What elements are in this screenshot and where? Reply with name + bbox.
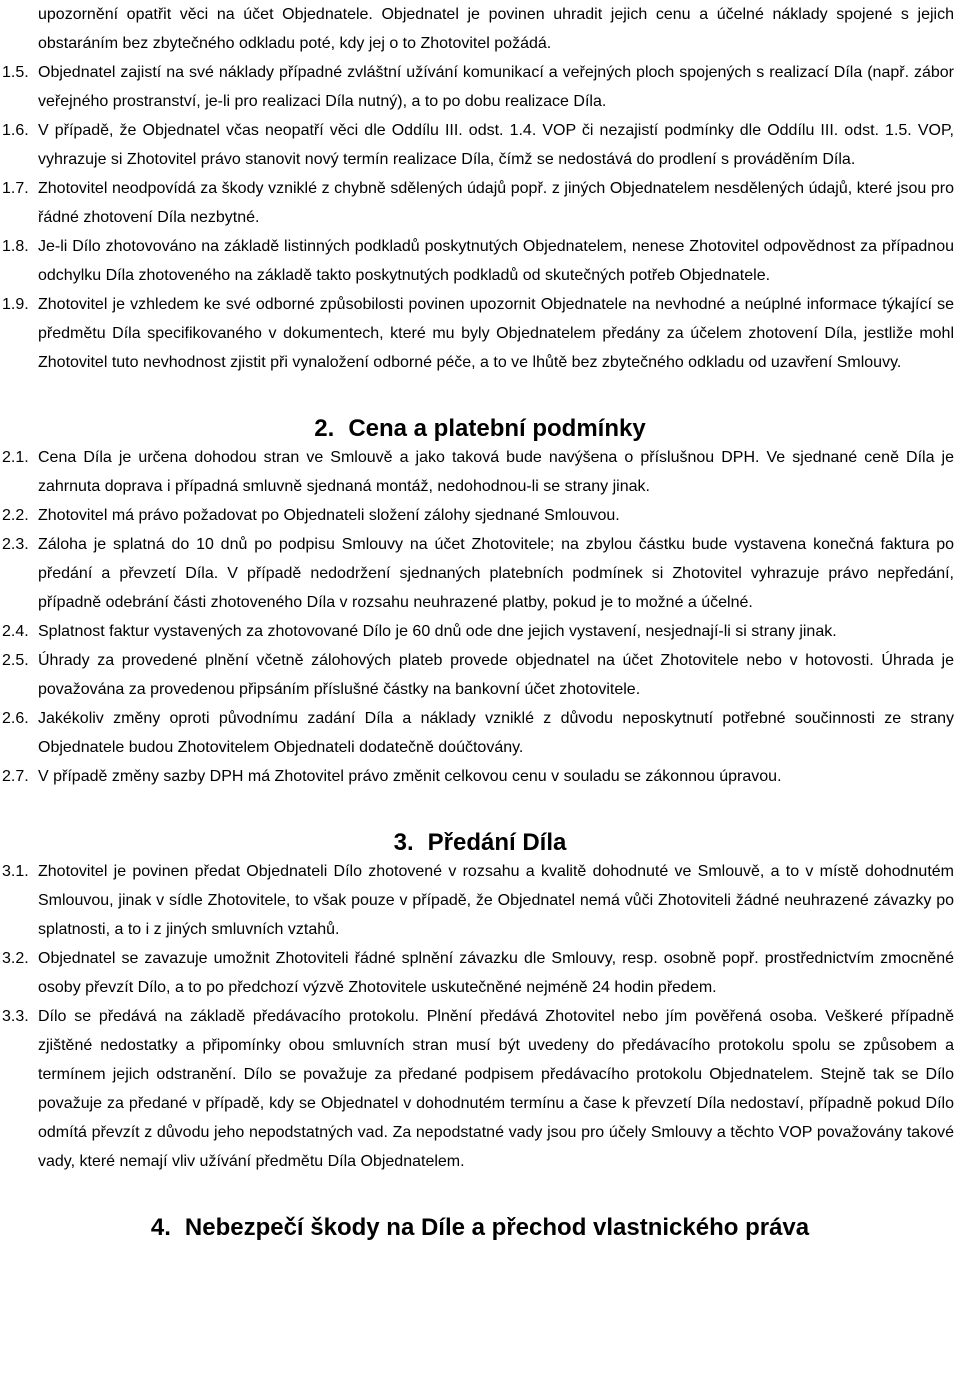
clause-2-6 <box>0 704 960 762</box>
clause-number: 3.3. <box>2 1008 29 1025</box>
clause-2-1 <box>0 443 960 501</box>
clause-1-5 <box>0 58 960 116</box>
clause-2-4 <box>0 617 960 646</box>
clause-1-9 <box>0 290 960 377</box>
clause-number: 2.7. <box>2 768 29 785</box>
clause-2-5 <box>0 646 960 704</box>
clause-text: Úhrady za provedené plnění včetně zálohových plateb provede objednatel na účet Zhotovitele nebo v hotovosti. Úhrada je považována za provedenou připsáním příslušné částky na bankovní účet zhotovitele. <box>38 652 954 698</box>
clause-3-3 <box>0 1002 960 1176</box>
section-3-heading <box>0 828 960 857</box>
clause-text: Dílo se předává na základě předávacího protokolu. Plnění předává Zhotovitel nebo jím pověřená osoba. Veškeré případně zjištěné nedostatky a připomínky obou smluvních stran musí být uvedeny do předávacího protokolu spolu se způsobem a termínem jejich odstranění. Dílo se považuje za předané podpisem předávacího protokolu Objednatelem. Stejně tak se Dílo považuje za předané v případě, kdy se Objednatel v dohodnutém termínu a čase k převzetí Díla nedostaví, případně pokud Dílo odmítá převzít z důvodu jeho nepodstatných vad. Za nepodstatné vady jsou pro účely Smlouvy a těchto VOP považovány takové vady, které nemají vliv užívání předmětu Díla Objednatelem. <box>38 1008 954 1170</box>
section-title: Cena a platební podmínky <box>348 415 646 442</box>
clause-number: 1.8. <box>2 238 29 255</box>
clause-number: 3.2. <box>2 950 29 967</box>
section-4-heading <box>0 1213 960 1242</box>
clause-text: Cena Díla je určena dohodou stran ve Smlouvě a jako taková bude navýšena o příslušnou DPH. Ve sjednané ceně Díla je zahrnuta doprava i případná smluvně sjednaná montáž, nedohodnou-li se strany jinak. <box>38 449 954 495</box>
intro-paragraph: upozornění opatřit věci na účet Objednatele. Objednatel je povinen uhradit jejich cenu a účelné náklady spojené s jejich obstaráním bez zbytečného odkladu poté, kdy jej o to Zhotovitel požádá. <box>38 6 954 52</box>
section-3-items <box>0 857 960 1176</box>
section-2-items <box>0 443 960 791</box>
clause-1-7 <box>0 174 960 232</box>
clause-number: 1.9. <box>2 296 29 313</box>
clause-number: 2.1. <box>2 449 29 466</box>
clause-1-8 <box>0 232 960 290</box>
clause-text: Jakékoliv změny oproti původnímu zadání Díla a náklady vzniklé z důvodu neposkytnutí potřebné součinnosti ze strany Objednatele budou Zhotovitelem Objednateli dodatečně doúčtovány. <box>38 710 954 756</box>
section-number: 4. <box>150 1214 171 1241</box>
clause-number: 3.1. <box>2 863 29 880</box>
clause-number: 2.3. <box>2 536 29 553</box>
section-2-heading <box>0 414 960 443</box>
clause-text: Zhotovitel má právo požadovat po Objednateli složení zálohy sjednané Smlouvou. <box>38 507 620 524</box>
clause-2-2 <box>0 501 960 530</box>
clause-text: Záloha je splatná do 10 dnů po podpisu Smlouvy na účet Zhotovitele; na zbylou částku bude vystavena konečná faktura po předání a převzetí Díla. V případě nedodržení sjednaných platebních podmínek si Zhotovitel vyhrazuje právo nepředání, případně odebrání části zhotoveného Díla v rozsahu neuhrazené platby, pokud je to možné a účelné. <box>38 536 954 611</box>
clause-3-1 <box>0 857 960 944</box>
clause-2-3 <box>0 530 960 617</box>
clause-text: V případě, že Objednatel včas neopatří věci dle Oddílu III. odst. 1.4. VOP či nezajistí podmínky dle Oddílu III. odst. 1.5. VOP, vyhrazuje si Zhotovitel právo stanovit nový termín realizace Díla, čímž se nedostává do prodlení s prováděním Díla. <box>38 122 954 168</box>
clause-text: Zhotovitel neodpovídá za škody vzniklé z chybně sdělených údajů popř. z jiných Objednatelem nesdělených údajů, které jsou pro řádné zhotovení Díla nezbytné. <box>38 180 954 226</box>
clause-text: Zhotovitel je vzhledem ke své odborné způsobilosti povinen upozornit Objednatele na nevhodné a neúplné informace týkající se předmětu Díla specifikovaného v dokumentech, které mu byly Objednatelem předány za účelem zhotovení Díla, jestliže mohl Zhotovitel tuto nevhodnost zjistit při vynaložení odborné péče, a to ve lhůtě bez zbytečného odkladu od uzavření Smlouvy. <box>38 296 954 371</box>
clause-number: 1.7. <box>2 180 29 197</box>
clause-text: Objednatel zajistí na své náklady případné zvláštní užívání komunikací a veřejných ploch spojených s realizací Díla (např. zábor veřejného prostranství, je-li pro realizaci Díla nutný), a to po dobu realizace Díla. <box>38 64 954 110</box>
clause-text: Splatnost faktur vystavených za zhotovované Dílo je 60 dnů ode dne jejich vystavení, nesjednají-li si strany jinak. <box>38 623 837 640</box>
section-title: Předání Díla <box>427 829 567 856</box>
section-title: Nebezpečí škody na Díle a přechod vlastnického práva <box>184 1214 810 1241</box>
clause-text: V případě změny sazby DPH má Zhotovitel právo změnit celkovou cenu v souladu se zákonnou úpravou. <box>38 768 782 785</box>
clause-number: 2.2. <box>2 507 29 524</box>
clause-1-6 <box>0 116 960 174</box>
clause-number: 2.5. <box>2 652 29 669</box>
clause-3-2 <box>0 944 960 1002</box>
clause-number: 1.6. <box>2 122 29 139</box>
section-number: 2. <box>314 415 335 442</box>
clause-text: Objednatel se zavazuje umožnit Zhotoviteli řádné splnění závazku dle Smlouvy, resp. osobně popř. prostřednictvím zmocněné osoby převzít Dílo, a to po předchozí výzvě Zhotovitele uskutečněné nejméně 24 hodin předem. <box>38 950 954 996</box>
section-1-items <box>0 58 960 377</box>
clause-number: 1.5. <box>2 64 29 81</box>
section-number: 3. <box>393 829 414 856</box>
clause-number: 2.6. <box>2 710 29 727</box>
clause-text: Zhotovitel je povinen předat Objednateli Dílo zhotovené v rozsahu a kvalitě dohodnuté ve Smlouvě, a to v místě dohodnutém Smlouvou, jinak v sídle Zhotovitele, to však pouze v případě, že Objednatel nemá vůči Zhotoviteli žádné neuhrazené závazky po splatnosti, a to i z jiných smluvních vztahů. <box>38 863 954 938</box>
clause-2-7 <box>0 762 960 791</box>
clause-text: Je-li Dílo zhotovováno na základě listinných podkladů poskytnutých Objednatelem, nenese Zhotovitel odpovědnost za případnou odchylku Díla zhotoveného na základě takto poskytnutých podkladů od skutečných potřeb Objednatele. <box>38 238 954 284</box>
clause-number: 2.4. <box>2 623 29 640</box>
